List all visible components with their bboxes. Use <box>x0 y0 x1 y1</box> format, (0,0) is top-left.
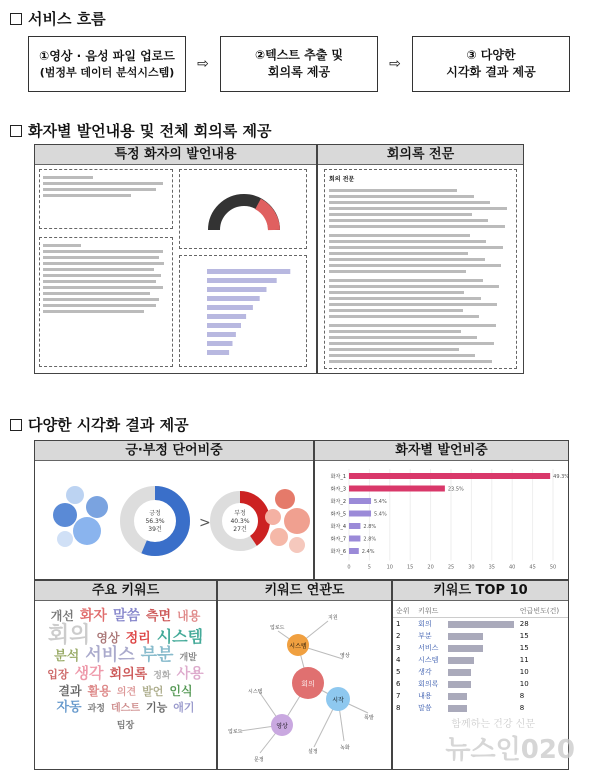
count-cell: 28 <box>519 620 529 628</box>
keyword-cell: 부분 <box>418 632 432 640</box>
rank-cell: 4 <box>396 656 401 664</box>
word-cloud <box>35 601 216 738</box>
minutes-line <box>329 240 486 243</box>
ratio-bar <box>349 486 445 492</box>
flow-step-3 <box>412 36 570 92</box>
node-1-label: 시스템 <box>289 643 307 650</box>
freq-bar <box>207 305 253 310</box>
cloud-word: 데스트 <box>111 703 140 715</box>
cloud-word: 사용 <box>176 665 204 682</box>
x-tick-label: 35 <box>488 564 495 571</box>
cloud-word: 말씀 <box>112 608 140 624</box>
section-title-visual <box>10 414 189 435</box>
minutes-line <box>329 201 490 204</box>
minutes-line <box>329 297 481 300</box>
minutes-text-lines <box>329 189 512 369</box>
svg-text:설정: 설정 <box>308 749 318 755</box>
ratio-bar <box>349 511 371 517</box>
minutes-line <box>329 213 472 216</box>
neg-pct: 40.3% <box>230 518 250 525</box>
watermark-logo: 뉴스인020 <box>445 735 575 765</box>
pos-pct: 56.3% <box>145 518 165 525</box>
arrow-right-icon: ⇨ <box>197 56 209 72</box>
minutes-line <box>329 360 492 363</box>
minutes-line <box>329 189 457 192</box>
freq-bar <box>207 323 241 328</box>
freq-bar <box>448 705 467 712</box>
cloud-word: 결과 <box>58 683 82 698</box>
value-label: 5.4% <box>374 499 387 505</box>
cloud-word: 측면 <box>146 609 172 624</box>
cloud-word: 정화 <box>153 670 171 681</box>
category-label: 화자_3 <box>330 486 346 493</box>
category-label: 화자_4 <box>330 524 346 530</box>
svg-text:업로드: 업로드 <box>228 729 243 735</box>
minutes-line <box>329 246 503 249</box>
cloud-word: 부분 <box>140 644 174 665</box>
cloud-word: 영상 <box>96 630 120 645</box>
freq-bar <box>207 287 267 292</box>
count-cell: 10 <box>519 668 529 676</box>
x-tick-label: 15 <box>407 564 414 571</box>
svg-text:시스템: 시스템 <box>248 689 263 695</box>
rank-cell: 8 <box>396 704 401 712</box>
value-label: 5.4% <box>374 511 387 518</box>
keyword-network <box>218 601 391 769</box>
flow-step-1-sub: (범정부 데이터 분석시스템) <box>39 65 175 79</box>
x-tick-label: 25 <box>447 564 455 571</box>
freq-bar <box>207 296 260 301</box>
minutes-line <box>329 279 483 282</box>
flow-step-2 <box>220 36 378 92</box>
negative-bubbles <box>265 489 310 553</box>
category-label: 화자_5 <box>330 511 346 518</box>
value-label: 2.8% <box>363 536 377 543</box>
freq-bar <box>448 657 474 664</box>
x-tick-label: 30 <box>468 564 475 571</box>
flow-step-1-title: ①영상 · 음성 파일 업로드 <box>39 48 175 63</box>
panel-header: 특정 화자의 발언내용 <box>35 145 316 165</box>
keyword-cell: 말씀 <box>418 704 432 712</box>
table-row <box>393 618 568 631</box>
minutes-line <box>329 225 505 228</box>
cloud-word: 과정 <box>87 704 105 715</box>
minutes-title: 회의 전문 <box>329 176 355 183</box>
cloud-word: 의견 <box>116 686 137 698</box>
cloud-word: 인식 <box>169 683 193 698</box>
panel-header: 화자별 발언비중 <box>315 441 568 461</box>
greater-than-icon: > <box>199 515 211 531</box>
minutes-line <box>329 342 494 345</box>
gauge-box <box>179 169 307 249</box>
cloud-word: 애기 <box>173 701 195 715</box>
minutes-line <box>329 348 459 351</box>
cloud-word: 발언 <box>142 684 164 698</box>
flow-step-1 <box>28 36 186 92</box>
svg-text:문정: 문정 <box>254 757 264 763</box>
category-label: 화자_6 <box>330 549 346 555</box>
svg-text:업로드: 업로드 <box>270 625 285 631</box>
pos-count: 39건 <box>148 526 162 533</box>
table-row <box>393 678 568 690</box>
col-keyword: 키워드 <box>415 605 445 618</box>
freq-bar <box>207 332 236 337</box>
neg-count: 27건 <box>233 526 247 533</box>
cloud-word: 개선 <box>50 609 74 623</box>
count-cell: 15 <box>519 632 529 640</box>
flow-step-2-sub: 회의록 제공 <box>267 65 331 79</box>
freq-bar <box>448 621 514 628</box>
panel-header: 긍·부정 단어비중 <box>35 441 313 461</box>
col-rank: 순위 <box>393 605 415 618</box>
freq-bar <box>448 693 467 700</box>
table-row <box>393 666 568 678</box>
minutes-document <box>324 169 517 369</box>
minutes-line <box>329 285 499 288</box>
cloud-word: 분석 <box>54 648 80 664</box>
x-tick-label: 40 <box>509 564 516 571</box>
table-row <box>393 642 568 654</box>
minutes-line <box>329 315 479 318</box>
minutes-line <box>329 207 507 210</box>
word-freq-box <box>179 255 307 367</box>
word-frequency-bars <box>183 259 303 363</box>
speaker-content-screenshot <box>35 165 316 371</box>
minutes-line <box>329 264 501 267</box>
panel-sentiment <box>34 440 314 580</box>
count-cell: 8 <box>519 704 525 712</box>
value-label: 23.5% <box>447 486 464 493</box>
minutes-line <box>329 354 475 357</box>
svg-text:지원: 지원 <box>328 615 338 621</box>
node-center-label: 회의 <box>301 680 315 688</box>
col-count: 언급빈도(건) <box>517 605 568 618</box>
x-tick-label: 50 <box>549 564 557 571</box>
section-title-text: 서비스 흐름 <box>28 10 106 28</box>
minutes-line <box>329 219 488 222</box>
x-tick-label: 20 <box>427 564 434 571</box>
keyword-cell: 회의록 <box>418 680 439 688</box>
negative-donut <box>216 497 264 545</box>
panel-keywords <box>34 580 217 770</box>
freq-bar <box>207 278 277 283</box>
rank-cell: 3 <box>396 644 401 652</box>
cloud-word: 내용 <box>177 609 201 623</box>
section-title-flow <box>10 8 106 29</box>
freq-bar <box>448 681 472 688</box>
table-row <box>393 654 568 666</box>
cloud-word: 팀장 <box>116 721 135 732</box>
cloud-word: 회의록 <box>109 666 148 682</box>
table-row <box>393 690 568 702</box>
freq-bar <box>448 669 472 676</box>
panel-header: 키워드 연관도 <box>218 581 391 601</box>
cloud-word: 시스템 <box>156 626 204 646</box>
cloud-word: 활용 <box>87 683 111 698</box>
panel-full-minutes <box>317 144 524 374</box>
positive-donut <box>127 493 183 549</box>
panel-header: 키워드 TOP 10 <box>393 581 568 601</box>
count-cell: 10 <box>519 680 529 688</box>
node-3-label: 영상 <box>276 723 288 730</box>
count-cell: 15 <box>519 644 529 652</box>
cloud-word: 서비스 <box>85 644 135 665</box>
x-tick-label: 5 <box>367 564 371 571</box>
arrow-right-icon: ⇨ <box>389 56 401 72</box>
minutes-line <box>329 303 497 306</box>
cloud-word: 정리 <box>125 630 151 646</box>
rank-cell: 7 <box>396 692 401 700</box>
panel-speaker-content <box>34 144 317 374</box>
summary-box <box>39 169 173 229</box>
flow-step-3-title: ③ 다양한 <box>466 48 516 63</box>
minutes-line <box>329 195 474 198</box>
ratio-bar <box>349 498 371 504</box>
freq-bar <box>448 645 483 652</box>
minutes-line <box>329 270 466 273</box>
neg-label: 부정 <box>234 510 246 517</box>
flow-step-2-title: ②텍스트 추출 및 <box>254 48 344 63</box>
top10-table <box>393 605 568 714</box>
ratio-bar <box>349 536 360 542</box>
checkbox-square-icon <box>10 419 22 431</box>
speaker-ratio-chart <box>315 461 568 579</box>
keyword-cell: 시스템 <box>418 656 439 664</box>
svg-text:영상: 영상 <box>340 653 350 659</box>
keyword-cell: 생각 <box>418 668 432 676</box>
x-tick-label: 0 <box>347 564 351 571</box>
node-2-label: 시작 <box>332 697 344 704</box>
minutes-line <box>329 291 464 294</box>
svg-text:녹화: 녹화 <box>340 745 350 751</box>
section-title-minutes <box>10 120 271 141</box>
minutes-line <box>329 324 496 327</box>
category-label: 화자_1 <box>330 474 346 480</box>
ratio-bar <box>349 473 550 479</box>
cloud-word: 기능 <box>145 701 168 715</box>
minutes-line <box>329 252 468 255</box>
rank-cell: 5 <box>396 668 401 676</box>
cloud-word: 회의 <box>47 622 91 648</box>
rank-cell: 6 <box>396 680 401 688</box>
cloud-word: 개발 <box>179 652 197 663</box>
keyword-cell: 회의 <box>418 620 432 628</box>
checkbox-square-icon <box>10 125 22 137</box>
cloud-word: 입장 <box>47 667 69 681</box>
keyword-cell: 내용 <box>418 692 432 700</box>
speaker-gauge-chart <box>180 170 308 250</box>
value-label: 49.3% <box>553 474 568 480</box>
section-title-text: 화자별 발언내용 및 전체 회의록 제공 <box>28 122 272 140</box>
cloud-word: 생각 <box>74 663 104 682</box>
freq-bar <box>207 350 229 355</box>
table-row <box>393 630 568 642</box>
ratio-bar <box>349 523 360 529</box>
table-row <box>393 702 568 714</box>
freq-bar <box>448 633 483 640</box>
flow-step-3-sub: 시각화 결과 제공 <box>446 65 536 79</box>
pos-label: 긍정 <box>149 510 161 517</box>
rank-cell: 2 <box>396 632 401 640</box>
x-tick-label: 45 <box>529 564 536 571</box>
checkbox-square-icon <box>10 13 22 25</box>
freq-bar <box>207 269 290 274</box>
count-cell: 8 <box>519 692 525 700</box>
keyword-cell: 서비스 <box>418 644 439 652</box>
category-label: 화자_7 <box>330 536 346 543</box>
positive-bubbles <box>53 486 108 547</box>
minutes-line <box>329 258 485 261</box>
cloud-word: 자동 <box>56 700 82 716</box>
watermark-sub: 함께하는 건강 신문 <box>451 719 535 730</box>
minutes-line <box>329 309 463 312</box>
service-flow <box>28 36 570 92</box>
minutes-line <box>329 234 470 237</box>
minutes-line <box>329 330 461 333</box>
freq-bar <box>207 341 233 346</box>
count-cell: 11 <box>519 656 529 664</box>
panel-speaker-ratio <box>314 440 569 580</box>
panel-header: 주요 키워드 <box>35 581 216 601</box>
svg-text:폭발: 폭발 <box>364 715 374 721</box>
value-label: 2.4% <box>361 549 375 555</box>
category-label: 화자_2 <box>330 499 346 505</box>
panel-header: 회의록 전문 <box>318 145 523 165</box>
cloud-word: 화자 <box>79 608 107 624</box>
sentiment-chart <box>35 461 313 579</box>
minutes-line <box>329 336 477 339</box>
section-title-text: 다양한 시각화 결과 제공 <box>28 416 189 434</box>
utterance-box <box>39 237 173 367</box>
ratio-bar <box>349 548 359 554</box>
rank-cell: 1 <box>396 620 401 628</box>
freq-bar <box>207 314 246 319</box>
x-tick-label: 10 <box>386 564 393 571</box>
panel-relation <box>217 580 392 770</box>
value-label: 2.8% <box>363 524 377 530</box>
